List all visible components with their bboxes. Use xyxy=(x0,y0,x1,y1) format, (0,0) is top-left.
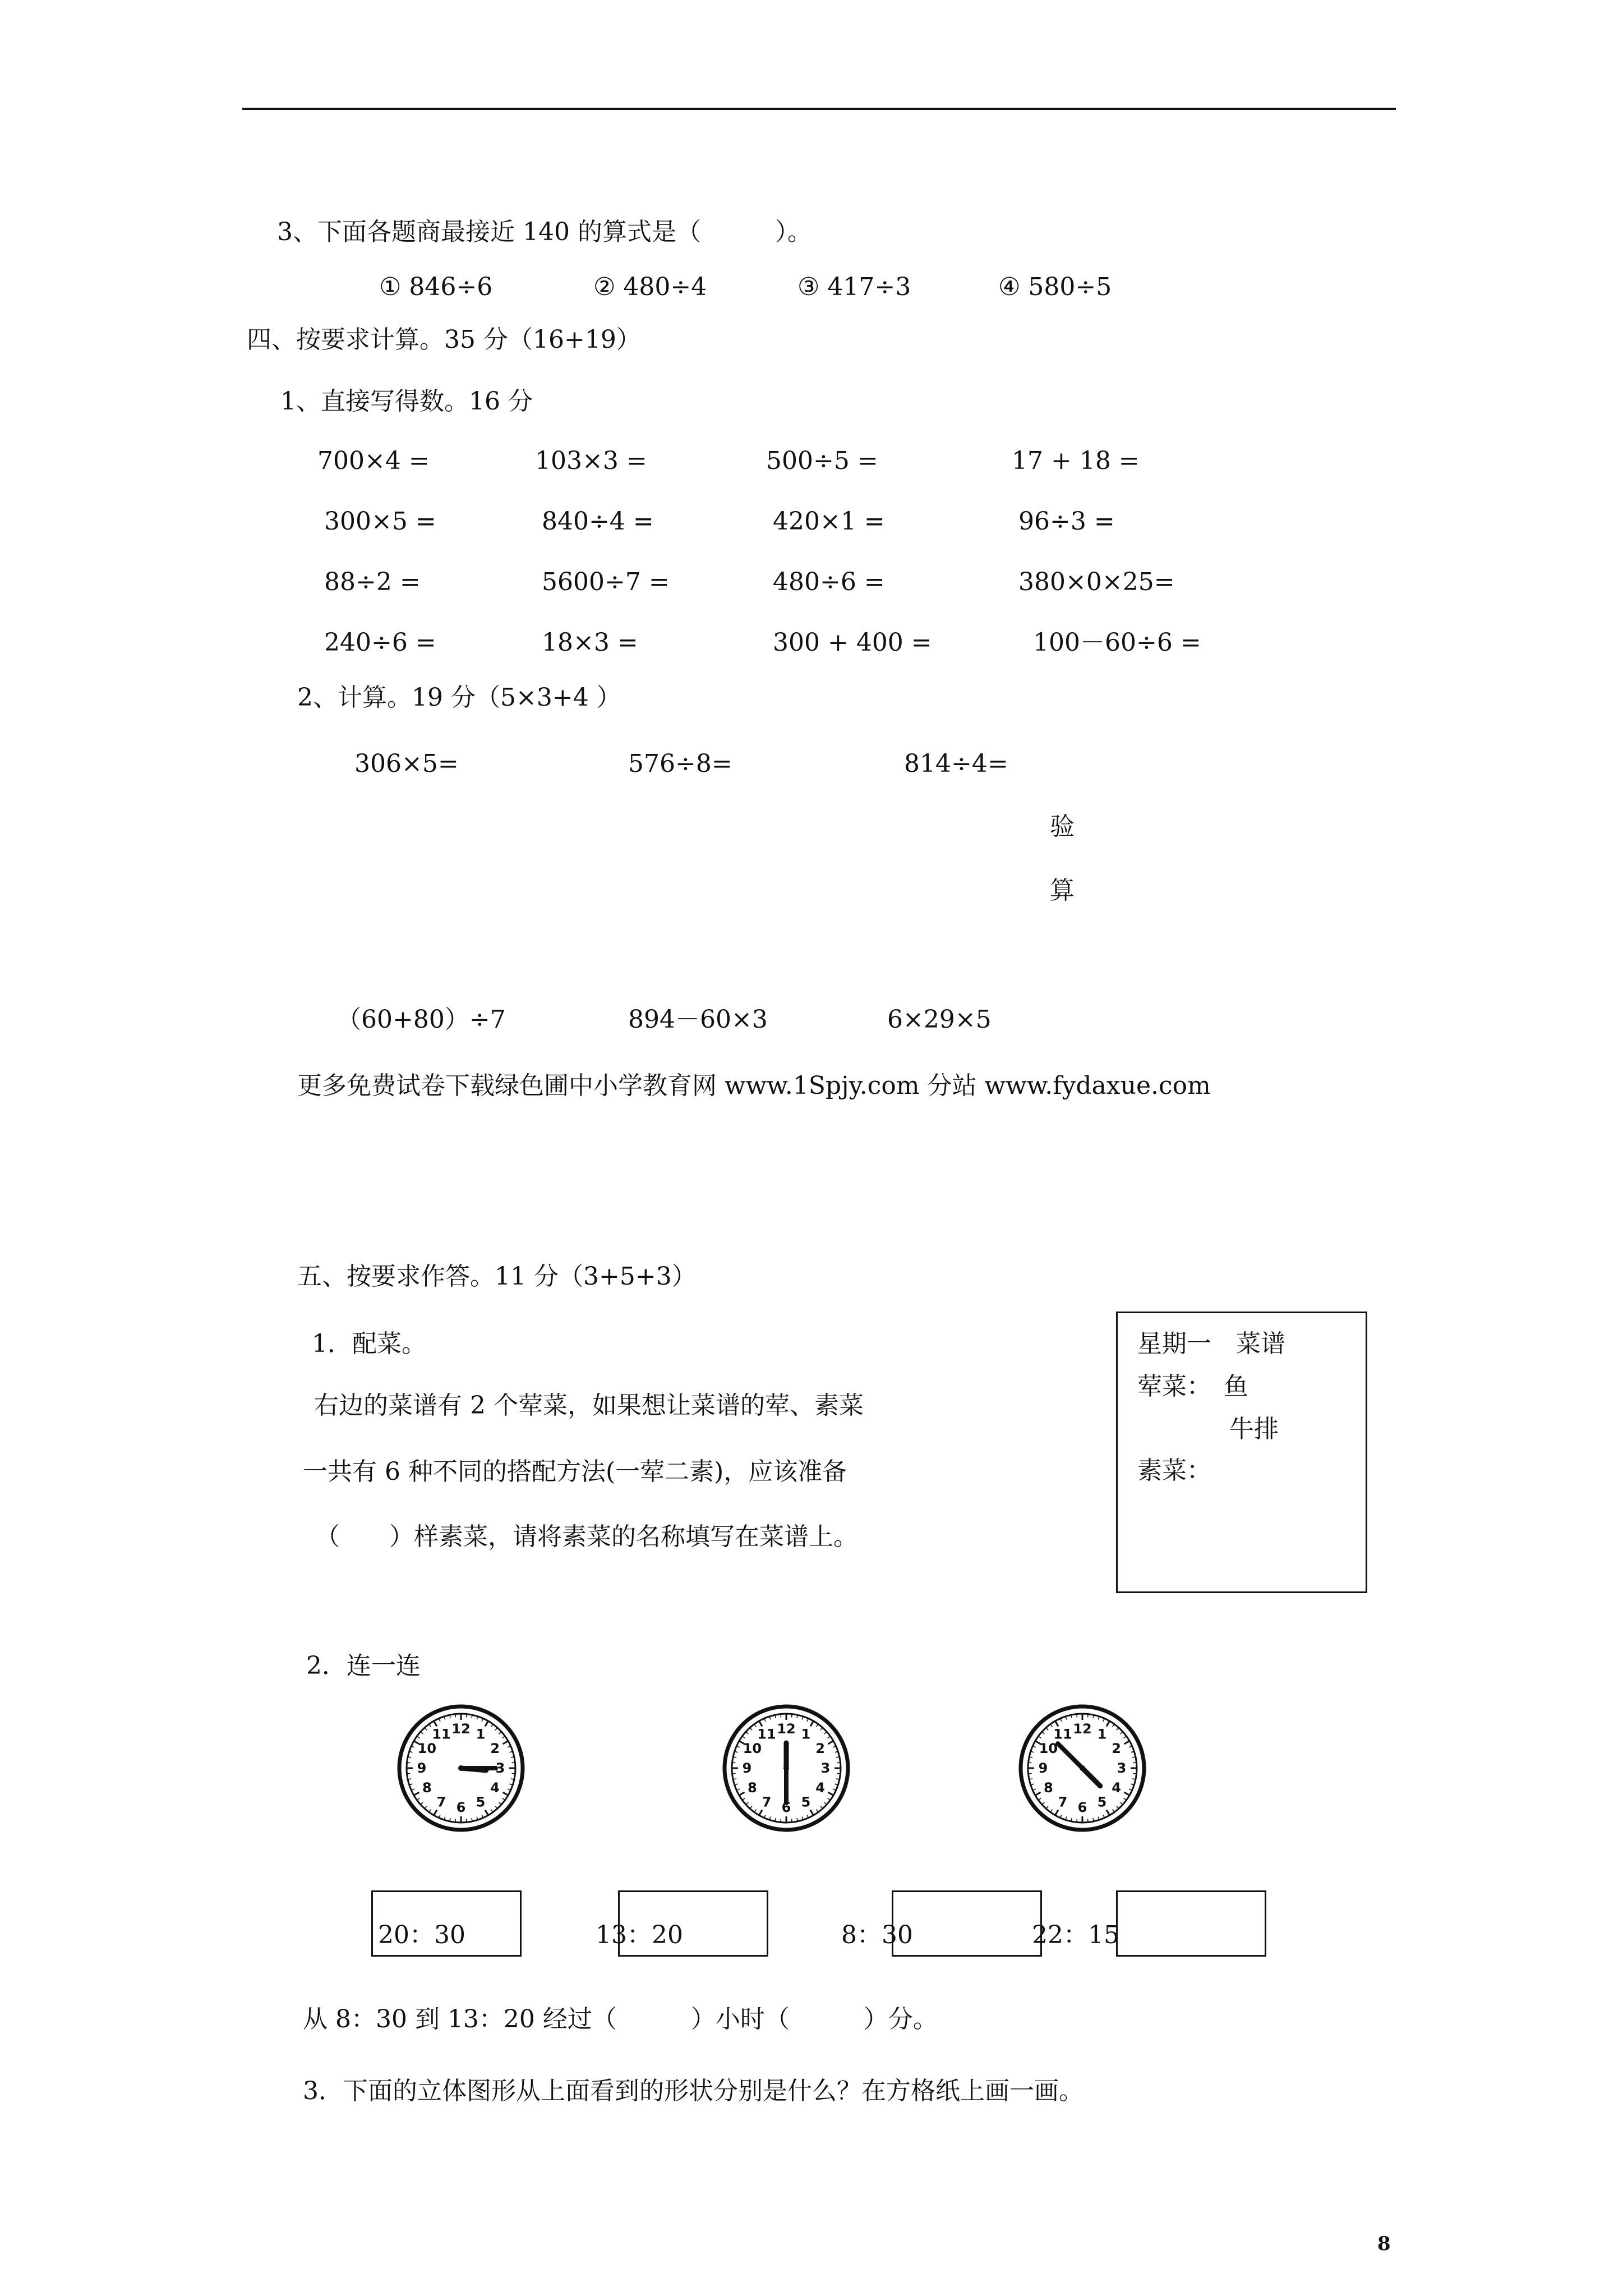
clock-number: 9 xyxy=(417,1760,427,1776)
calc-item: （60+80）÷7 xyxy=(336,1005,506,1034)
q1-text-line: 右边的菜谱有 2 个荤菜，如果想让菜谱的荤、素菜 xyxy=(314,1391,864,1420)
clock-face xyxy=(1015,1701,1150,1835)
clock-number: 12 xyxy=(1073,1721,1092,1737)
q1-text-line: （ ）样素菜，请将素菜的名称填写在菜谱上。 xyxy=(315,1522,858,1551)
clock-hour-hand xyxy=(461,1768,486,1770)
clock-number: 9 xyxy=(1038,1760,1048,1776)
clock-number: 1 xyxy=(1097,1726,1107,1742)
clock-number: 12 xyxy=(777,1721,796,1737)
clock-tick xyxy=(455,1819,456,1823)
clock-number: 2 xyxy=(490,1741,500,1756)
clock-number: 3 xyxy=(1117,1760,1127,1776)
q2-duration: 从 8：30 到 13：20 经过（ ）小时（ ）分。 xyxy=(303,2005,938,2033)
clock-number: 12 xyxy=(451,1721,471,1737)
clock-number: 8 xyxy=(748,1780,757,1796)
page-number: 8 xyxy=(1377,2233,1391,2255)
question-3: 3、下面各题商最接近 140 的算式是（ ）。 xyxy=(277,218,812,246)
clock-number: 11 xyxy=(757,1726,776,1742)
menu-veg-label: 素菜： xyxy=(1137,1456,1211,1485)
answer-box[interactable] xyxy=(892,1890,1042,1957)
calc-item: 5600÷7 = xyxy=(542,568,670,596)
answer-box[interactable] xyxy=(1116,1890,1266,1957)
check-char-1: 验 xyxy=(1050,812,1075,841)
calc-item: 814÷4= xyxy=(904,749,1008,778)
clock-face xyxy=(394,1701,528,1835)
q3-title: 3．下面的立体图形从上面看到的形状分别是什么？在方格纸上画一画。 xyxy=(303,2077,1083,2105)
clock-number: 8 xyxy=(422,1780,432,1796)
clock-number: 7 xyxy=(762,1794,772,1810)
clock-number: 4 xyxy=(1112,1780,1121,1796)
clock-number: 4 xyxy=(490,1780,500,1796)
section-5-title: 五、按要求作答。11 分（3+5+3） xyxy=(297,1262,697,1291)
calc-item: 96÷3 = xyxy=(1018,507,1115,536)
section-4-title: 四、按要求计算。35 分（16+19） xyxy=(247,325,641,354)
clock-number: 6 xyxy=(456,1800,466,1815)
clock-number: 10 xyxy=(1039,1741,1058,1756)
option-3: ③ 417÷3 xyxy=(797,273,911,301)
time-label: 22：15 xyxy=(1032,1921,1119,1949)
calc-item: 88÷2 = xyxy=(324,568,421,596)
calc-item: 17 + 18 = xyxy=(1012,447,1140,475)
clock-number: 11 xyxy=(432,1726,451,1742)
calc-item: 300×5 = xyxy=(324,507,436,536)
calc-item: 420×1 = xyxy=(773,507,885,536)
calc-item: 894－60×3 xyxy=(628,1005,768,1034)
clock-number: 5 xyxy=(1097,1794,1107,1810)
clock-face xyxy=(719,1701,854,1835)
menu-header: 星期一 菜谱 xyxy=(1137,1329,1285,1358)
clock-number: 2 xyxy=(815,1741,825,1756)
q2-title: 2．连一连 xyxy=(306,1651,421,1680)
clock-tick xyxy=(455,1714,456,1718)
menu-meat-item: 牛排 xyxy=(1229,1415,1279,1443)
clock-number: 2 xyxy=(1112,1741,1121,1756)
site-ad-line: 更多免费试卷下载绿色圃中小学教育网 www.1Spjy.com 分站 www.fydaxue.com xyxy=(297,1071,1211,1100)
option-4: ④ 580÷5 xyxy=(998,273,1112,301)
clock-number: 1 xyxy=(801,1726,811,1742)
clock-number: 4 xyxy=(815,1780,825,1796)
clock-number: 6 xyxy=(1077,1800,1087,1815)
time-label: 13：20 xyxy=(596,1921,683,1949)
clock-number: 7 xyxy=(436,1794,446,1810)
q1-text-line: 一共有 6 种不同的搭配方法(一荤二素)，应该准备 xyxy=(303,1457,847,1486)
clock-hub xyxy=(783,1765,789,1771)
clock-tick xyxy=(1088,1714,1089,1718)
calc-item: 480÷6 = xyxy=(773,568,885,596)
clock-number: 3 xyxy=(495,1760,505,1776)
option-2: ② 480÷4 xyxy=(593,273,707,301)
calc-item: 100－60÷6 = xyxy=(1033,628,1201,657)
clock-number: 5 xyxy=(801,1794,811,1810)
calc-item: 700×4 = xyxy=(317,447,430,475)
calc-item: 576÷8= xyxy=(628,749,732,778)
time-label: 20：30 xyxy=(378,1921,465,1949)
clock-number: 6 xyxy=(781,1800,791,1815)
calc-item: 380×0×25= xyxy=(1018,568,1175,596)
calc-item: 18×3 = xyxy=(542,628,638,657)
part-2-title: 2、计算。19 分（5×3+4 ） xyxy=(297,683,621,712)
clock-number: 11 xyxy=(1053,1726,1072,1742)
top-rule xyxy=(242,108,1396,110)
part-1-title: 1、直接写得数。16 分 xyxy=(280,387,533,416)
clock-number: 3 xyxy=(820,1760,831,1776)
time-label: 8：30 xyxy=(841,1921,913,1949)
calc-item: 500÷5 = xyxy=(766,447,878,475)
calc-item: 6×29×5 xyxy=(887,1005,992,1034)
calc-item: 306×5= xyxy=(354,749,459,778)
calc-item: 103×3 = xyxy=(535,447,647,475)
calc-item: 240÷6 = xyxy=(324,628,436,657)
calc-item: 300 + 400 = xyxy=(773,628,932,657)
clock-number: 1 xyxy=(476,1726,486,1742)
clock-number: 9 xyxy=(742,1760,752,1776)
calc-item: 840÷4 = xyxy=(542,507,654,536)
clock-tick xyxy=(1088,1819,1089,1823)
q1-title: 1．配菜。 xyxy=(312,1329,426,1358)
check-char-2: 算 xyxy=(1050,876,1075,905)
clock-number: 8 xyxy=(1044,1780,1053,1796)
clock-number: 5 xyxy=(476,1794,486,1810)
clock-hub xyxy=(458,1765,464,1771)
clock-number: 10 xyxy=(417,1741,437,1756)
clock-number: 10 xyxy=(743,1741,762,1756)
option-1: ① 846÷6 xyxy=(379,273,493,301)
menu-meat-label: 荤菜： 鱼 xyxy=(1137,1372,1248,1401)
clock-hub xyxy=(1080,1765,1085,1771)
clock-number: 7 xyxy=(1058,1794,1068,1810)
